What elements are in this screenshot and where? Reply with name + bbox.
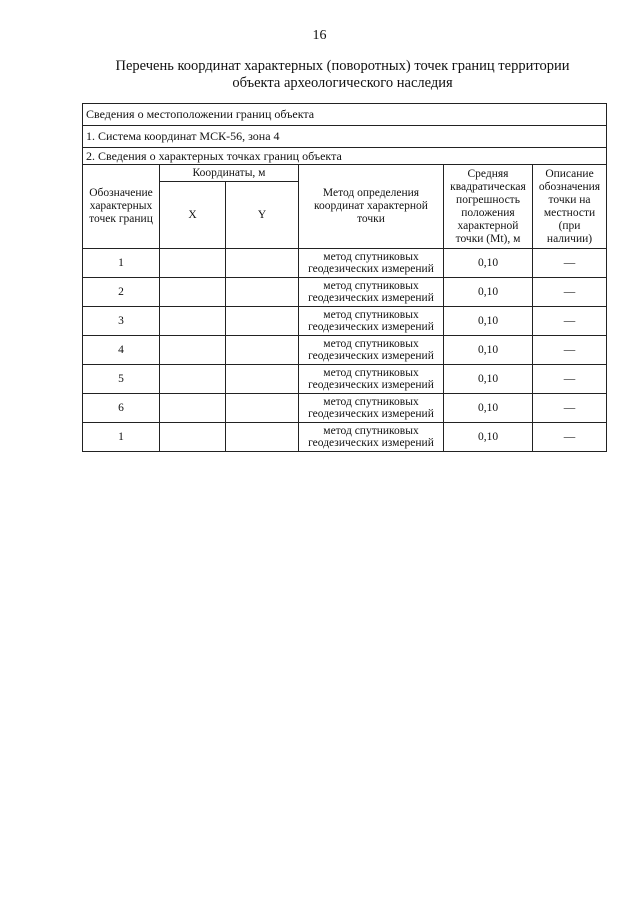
x-coordinate-cell — [160, 365, 226, 394]
table-row — [83, 423, 607, 452]
table-row — [83, 394, 607, 423]
description-cell: — — [533, 365, 607, 394]
page-number: 16 — [312, 28, 327, 43]
header-method: Метод определения координат характерной точки — [299, 165, 444, 249]
method-cell — [299, 307, 444, 336]
point-number-cell: 6 — [83, 394, 160, 423]
accuracy-cell: 0,10 — [444, 365, 533, 394]
y-coordinate-cell — [226, 249, 299, 278]
method-cell — [299, 394, 444, 423]
method-line-2: геодезических измерений — [308, 408, 434, 420]
coordinates-table — [82, 103, 607, 452]
method-line-1: метод спутниковых — [323, 366, 419, 379]
accuracy-cell: 0,10 — [444, 394, 533, 423]
method-line-2: геодезических измерений — [308, 321, 434, 333]
method-cell — [299, 278, 444, 307]
y-coordinate-cell — [226, 394, 299, 423]
header-x: X — [160, 182, 226, 249]
document-title — [60, 58, 625, 92]
method-line-1: метод спутниковых — [323, 337, 419, 350]
x-coordinate-cell — [160, 336, 226, 365]
header-coordinates: Координаты, м — [160, 165, 299, 182]
method-cell — [299, 423, 444, 452]
header-description: Описание обозначения точки на местности (при наличии) — [533, 165, 607, 249]
method-line-1: метод спутниковых — [323, 424, 419, 437]
accuracy-cell: 0,10 — [444, 336, 533, 365]
y-coordinate-cell — [226, 307, 299, 336]
title-line-1: Перечень координат характерных (поворотных) точек границ территории — [115, 58, 570, 74]
point-number-cell: 5 — [83, 365, 160, 394]
method-line-2: геодезических измерений — [308, 292, 434, 304]
description-cell: — — [533, 278, 607, 307]
accuracy-cell: 0,10 — [444, 249, 533, 278]
method-line-1: метод спутниковых — [323, 395, 419, 408]
point-number-cell: 3 — [83, 307, 160, 336]
method-line-1: метод спутниковых — [323, 308, 419, 321]
table-row — [83, 249, 607, 278]
method-line-2: геодезических измерений — [308, 350, 434, 362]
header-accuracy: Средняя квадратическая погрешность положения характерной точки (Mt), м — [444, 165, 533, 249]
header-y: Y — [226, 182, 299, 249]
x-coordinate-cell — [160, 278, 226, 307]
method-cell — [299, 249, 444, 278]
method-line-2: геодезических измерений — [308, 437, 434, 449]
title-line-2: объекта археологического наследия — [232, 75, 453, 91]
method-line-1: метод спутниковых — [323, 250, 419, 263]
method-cell — [299, 336, 444, 365]
point-number-cell: 2 — [83, 278, 160, 307]
description-cell: — — [533, 307, 607, 336]
x-coordinate-cell — [160, 307, 226, 336]
y-coordinate-cell — [226, 278, 299, 307]
point-number-cell: 1 — [83, 423, 160, 452]
header-designation: Обозначение характерных точек границ — [83, 165, 160, 249]
description-cell: — — [533, 336, 607, 365]
x-coordinate-cell — [160, 423, 226, 452]
table-row — [83, 307, 607, 336]
table-row — [83, 365, 607, 394]
x-coordinate-cell — [160, 249, 226, 278]
x-coordinate-cell — [160, 394, 226, 423]
y-coordinate-cell — [226, 423, 299, 452]
description-cell: — — [533, 249, 607, 278]
y-coordinate-cell — [226, 336, 299, 365]
section-location-header: Сведения о местоположении границ объекта — [83, 104, 607, 126]
y-coordinate-cell — [226, 365, 299, 394]
point-number-cell: 1 — [83, 249, 160, 278]
point-number-cell: 4 — [83, 336, 160, 365]
accuracy-cell: 0,10 — [444, 278, 533, 307]
section-coordinate-system: 1. Система координат МСК-56, зона 4 — [83, 126, 607, 148]
table-row — [83, 278, 607, 307]
description-cell: — — [533, 394, 607, 423]
method-cell — [299, 365, 444, 394]
accuracy-cell: 0,10 — [444, 423, 533, 452]
section-points-header: 2. Сведения о характерных точках границ объекта — [83, 148, 607, 165]
table-row — [83, 336, 607, 365]
method-line-2: геодезических измерений — [308, 379, 434, 391]
accuracy-cell: 0,10 — [444, 307, 533, 336]
description-cell: — — [533, 423, 607, 452]
method-line-1: метод спутниковых — [323, 279, 419, 292]
method-line-2: геодезических измерений — [308, 263, 434, 275]
